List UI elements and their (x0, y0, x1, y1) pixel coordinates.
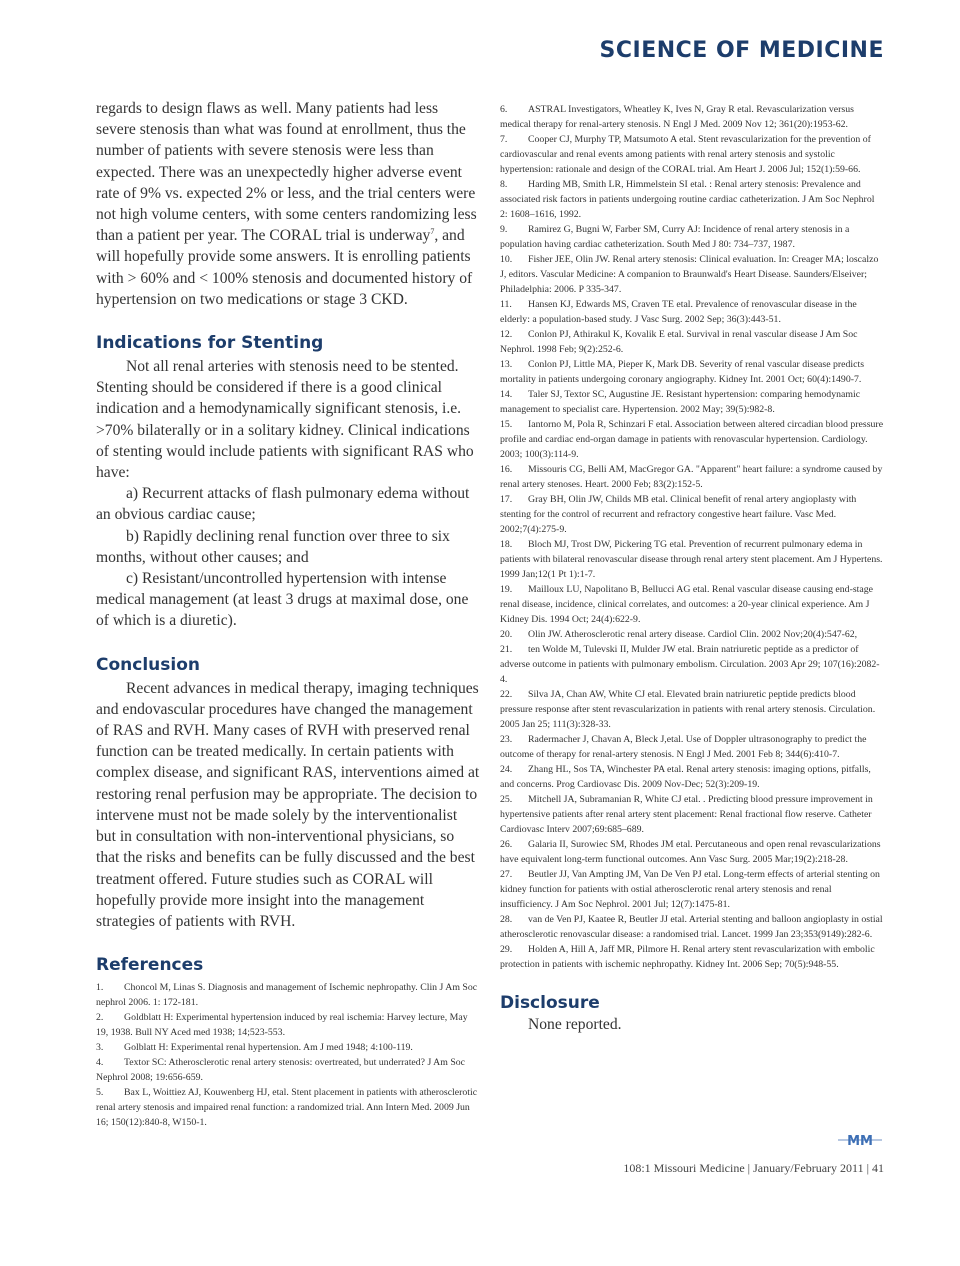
reference-text: Taler SJ, Textor SC, Augustine JE. Resistant hypertension: comparing hemodynamic management to specialist care. Hypertension. 2002 May; 39(5):982-8. (500, 389, 861, 415)
reference-number: 17. (500, 494, 513, 505)
reference-text: Cooper CJ, Murphy TP, Matsumoto A etal. Stent revascularization for the prevention of cardiovascular and renal events among patients with renal artery stenosis and systolic hypertension: rationale and design of the CORAL trial. Am Heart J. 2006 Jul; 152(1):59-66. (500, 134, 871, 175)
reference-item (500, 132, 884, 177)
reference-item (500, 222, 884, 252)
reference-text: Zhang HL, Sos TA, Winchester PA etal. Renal artery stenosis: imaging options, pitfalls, and concerns. Prog Cardiovasc Dis. 2009 Nov-Dec; 52(3):209-19. (500, 764, 871, 790)
reference-text: Iantorno M, Pola R, Schinzari F etal. Association between altered circadian blood pressure profile and cardiac end-organ damage in patients with renovascular hypertension. Cardiology. 2003; 100(3):114-9. (500, 419, 884, 460)
reference-item (96, 1010, 480, 1040)
reference-item (500, 102, 884, 132)
svg-text:MM: MM (847, 1134, 873, 1147)
reference-item (500, 387, 884, 417)
indications-heading: Indications for Stenting (96, 333, 324, 354)
reference-item (500, 627, 884, 642)
reference-number: 7. (500, 134, 508, 145)
disclosure-text: None reported. (528, 1016, 622, 1033)
reference-text: Textor SC: Atherosclerotic renal artery stenosis: overtreated, but underrated? J Am Soc Nephrol 2008; 19:656-659. (96, 1057, 466, 1084)
reference-text: Fisher JEE, Olin JW. Renal artery stenosis: Clinical evaluation. In: Creager MA; loscalzo J, editors. Vascular Medicine: A companion to Braunwald's Heart Disease. Saunders/Elseiver; Philadelphia: 2006. P 335-347. (500, 254, 879, 295)
reference-text: Gray BH, Olin JW, Childs MB etal. Clinical benefit of renal artery angioplasty with stenting for the control of recurrent and refractory congestive heart failure. Vasc Med. 2002;7(4):275-9. (500, 494, 857, 535)
reference-number: 27. (500, 869, 513, 880)
intro-paragraph: regards to design flaws as well. Many patients had less severe stenosis than what was found at enrollment, thus the number of patients with severe stenosis were less than expected. There was an unexpectedly higher adverse event rate of 9% vs. expected 2% or less, and the trial centers were not high volume centers, with some centers randomizing less than a patient per year. The CORAL trial is underway$^7$, and will hopefully provide some answers. It is enrolling patients with > 60% and < 100% stenosis and documented history of hypertension on two medications or stage 3 CKD. (96, 100, 477, 308)
reference-item (500, 912, 884, 942)
reference-text: ASTRAL Investigators, Wheatley K, Ives N, Gray R etal. Revascularization versus medical therapy for renal-artery stenosis. N Engl J Med. 2009 Nov 12; 361(20):1953-62. (500, 104, 854, 130)
reference-item (96, 1055, 480, 1085)
reference-number: 25. (500, 794, 513, 805)
reference-item (500, 417, 884, 462)
reference-number: 5. (96, 1087, 104, 1099)
reference-text: van de Ven PJ, Kaatee R, Beutler JJ etal. Arterial stenting and balloon angioplasty in ostial atherosclerotic renovascular disease: a randomised trial. Lancet. 1999 Jan 23;353(9149):282-6. (500, 914, 883, 940)
reference-text: Galaria II, Surowiec SM, Rhodes JM etal. Percutaneous and open renal revascularizations have equivalent long-term functional outcomes. Ann Vasc Surg. 2005 Mar;19(2):218-28. (500, 839, 881, 865)
reference-text: Choncol M, Linas S. Diagnosis and management of Ischemic nephropathy. Clin J Am Soc nephrol 2006. 1: 172-181. (96, 982, 478, 1009)
reference-number: 28. (500, 914, 513, 925)
indications-paragraph: Not all renal arteries with stenosis need to be stented. Stenting should be considered if there is a good clinical indication and a hemodynamically significant stenosis, i.e. >70% bilaterally or in a solitary kidney. Clinical indications of stenting would include patients with significant RAS who have: (96, 358, 474, 482)
reference-item (500, 492, 884, 537)
references-heading: References (96, 955, 204, 976)
indication-item-a: a) Recurrent attacks of flash pulmonary edema without an obvious cardiac cause; (96, 485, 470, 524)
reference-text: Harding MB, Smith LR, Himmelstein SI etal. : Renal artery stenosis: Prevalence and associated risk factors in patients undergoing routine cardiac catheterization. J Am Soc Nephrol 2: 1608–1616, 1992. (500, 179, 875, 220)
reference-text: Ramirez G, Bugni W, Farber SM, Curry AJ: Incidence of renal artery stenosis in a population having cardiac catheterization. South Med J 80: 734–737, 1987. (500, 224, 850, 250)
reference-item (500, 357, 884, 387)
reference-item (500, 537, 884, 582)
reference-list-right (500, 102, 884, 972)
reference-number: 12. (500, 329, 513, 340)
left-column (96, 98, 480, 1130)
reference-number: 10. (500, 254, 513, 265)
reference-item (500, 642, 884, 687)
reference-number: 19. (500, 584, 513, 595)
reference-item (500, 732, 884, 762)
reference-number: 18. (500, 539, 513, 550)
disclosure-heading: Disclosure (500, 993, 600, 1013)
reference-item (500, 462, 884, 492)
reference-item (96, 1085, 480, 1130)
reference-item (500, 582, 884, 627)
reference-number: 22. (500, 689, 513, 700)
reference-item (500, 252, 884, 297)
reference-number: 3. (96, 1042, 104, 1054)
reference-text: Mitchell JA, Subramanian R, White CJ etal. . Predicting blood pressure improvement in hypertensive patients after renal artery stent placement: Renal fractional flow reserve. Catheter Cardiovasc Interv 2007;69:685–689. (500, 794, 873, 835)
reference-text: ten Wolde M, Tulevski II, Mulder JW etal. Brain natriuretic peptide as a predictor of adverse outcome in patients with pulmonary embolism. Circulation. 2003 Apr 29; 107(16):2082-4. (500, 644, 880, 685)
reference-number: 26. (500, 839, 513, 850)
indication-item-b: b) Rapidly declining renal function over three to six months, without other causes; and (96, 527, 450, 566)
reference-number: 15. (500, 419, 513, 430)
conclusion-heading: Conclusion (96, 654, 200, 675)
reference-number: 20. (500, 629, 513, 640)
indication-item-c: c) Resistant/uncontrolled hypertension with intense medical management (at least 3 drugs at maximal dose, one of which is a diuretic). (96, 570, 469, 630)
reference-number: 2. (96, 1012, 104, 1024)
reference-item (500, 942, 884, 972)
reference-number: 4. (96, 1057, 104, 1069)
reference-text: Olin JW. Atherosclerotic renal artery disease. Cardiol Clin. 2002 Nov;20(4):547-62, (528, 629, 858, 640)
reference-number: 29. (500, 944, 513, 955)
missouri-medicine-logo (838, 1133, 882, 1147)
reference-text: Mailloux LU, Napolitano B, Bellucci AG etal. Renal vascular disease causing end-stage renal disease, incidence, clinical correlates, and outcomes: a 20-year clinical experience. Am J Kidney Dis. 1994 Oct; 24(4):622-9. (500, 584, 873, 625)
reference-number: 1. (96, 982, 104, 994)
reference-item (500, 837, 884, 867)
reference-item (500, 327, 884, 357)
reference-text: Bax L, Woittiez AJ, Kouwenberg HJ, etal. Stent placement in patients with atherosclerotic renal artery stenosis and impaired renal function: a randomized trial. Ann Intern Med. 2009 Jun 16; 150(12):840-8, W150-1. (96, 1087, 478, 1129)
reference-text: Conlon PJ, Little MA, Pieper K, Mark DB. Severity of renal vascular disease predicts mortality in patients undergoing coronary angiography. Kidney Int. 2001 Oct; 60(4):1490-7. (500, 359, 865, 385)
reference-list-left (96, 980, 480, 1130)
reference-number: 6. (500, 104, 508, 115)
reference-item (500, 867, 884, 912)
reference-number: 14. (500, 389, 513, 400)
reference-number: 24. (500, 764, 513, 775)
reference-number: 23. (500, 734, 513, 745)
reference-item (500, 177, 884, 222)
reference-item (96, 1040, 480, 1055)
reference-number: 8. (500, 179, 508, 190)
reference-text: Holden A, Hill A, Jaff MR, Pilmore H. Renal artery stent revascularization with embolic protection in patients with ischemic nephropathy. Kidney Int. 2006 Sep; 70(5):948-55. (500, 944, 875, 970)
reference-text: Bloch MJ, Trost DW, Pickering TG etal. Prevention of recurrent pulmonary edema in patients with bilateral renovascular disease through renal artery stent placement. Am J Hypertens. 1999 Jan;12(1 Pt 1):1-7. (500, 539, 883, 580)
reference-text: Golblatt H: Experimental renal hypertension. Am J med 1948; 4:100-119. (124, 1042, 413, 1054)
reference-number: 21. (500, 644, 513, 655)
reference-text: Beutler JJ, Van Ampting JM, Van De Ven PJ etal. Long-term effects of arterial stenting on kidney function for patients with ostial atherosclerotic renal artery stenosis and renal insufficiency. J Am Soc Nephrol. 2001 Jul; 12(7):1475-81. (500, 869, 880, 910)
reference-text: Conlon PJ, Athirakul K, Kovalik E etal. Survival in renal vascular disease J Am Soc Nephrol. 1998 Feb; 9(2):252-6. (500, 329, 858, 355)
reference-item (500, 297, 884, 327)
reference-number: 11. (500, 299, 512, 310)
reference-text: Silva JA, Chan AW, White CJ etal. Elevated brain natriuretic peptide predicts blood pressure response after stent revascularization in patients with renal artery stenosis. Circulation. 2005 Jan 25; 111(3):328-33. (500, 689, 876, 730)
reference-item (500, 792, 884, 837)
reference-text: Hansen KJ, Edwards MS, Craven TE etal. Prevalence of renovascular disease in the elderly: a population-based study. J Vasc Surg. 2002 Sep; 36(3):443-51. (500, 299, 857, 325)
reference-text: Radermacher J, Chavan A, Bleck J,etal. Use of Doppler ultrasonography to predict the outcome of therapy for renal-artery stenosis. N Engl J Med. 2001 Feb 8; 344(6):410-7. (500, 734, 867, 760)
reference-item (500, 687, 884, 732)
reference-text: Goldblatt H: Experimental hypertension induced by real ischemia: Harvey lecture, May 19, 1938. Bull NY Aced med 1938; 14;523-553. (96, 1012, 468, 1039)
reference-text: Missouris CG, Belli AM, MacGregor GA. "Apparent" heart failure: a syndrome caused by renal artery stenoses. Heart. 2000 Feb; 83(2):152-5. (500, 464, 883, 490)
reference-item (500, 762, 884, 792)
reference-item (96, 980, 480, 1010)
reference-number: 13. (500, 359, 513, 370)
reference-number: 9. (500, 224, 508, 235)
citation-superscript: 7 (430, 227, 435, 237)
page-footer: 108:1 Missouri Medicine | January/February 2011 | 41 (623, 1161, 884, 1175)
section-title: SCIENCE OF MEDICINE (599, 38, 884, 63)
right-column (500, 102, 884, 1034)
conclusion-paragraph: Recent advances in medical therapy, imaging techniques and endovascular procedures have changed the management of RAS and RVH. Many cases of RVH with preserved renal function can be treated medically. In certain patients with complex disease, and significant RAS, interventions aimed at restoring renal perfusion may be appropriate. The decision to intervene must not be made solely by the interventionalist but in consultation with non-interventional physicians, so that the risks and benefits can be fully discussed and the best treatment offered. Future studies such as CORAL will hopefully provide more insight into the management strategies of patients with RVH. (96, 679, 480, 930)
reference-number: 16. (500, 464, 513, 475)
